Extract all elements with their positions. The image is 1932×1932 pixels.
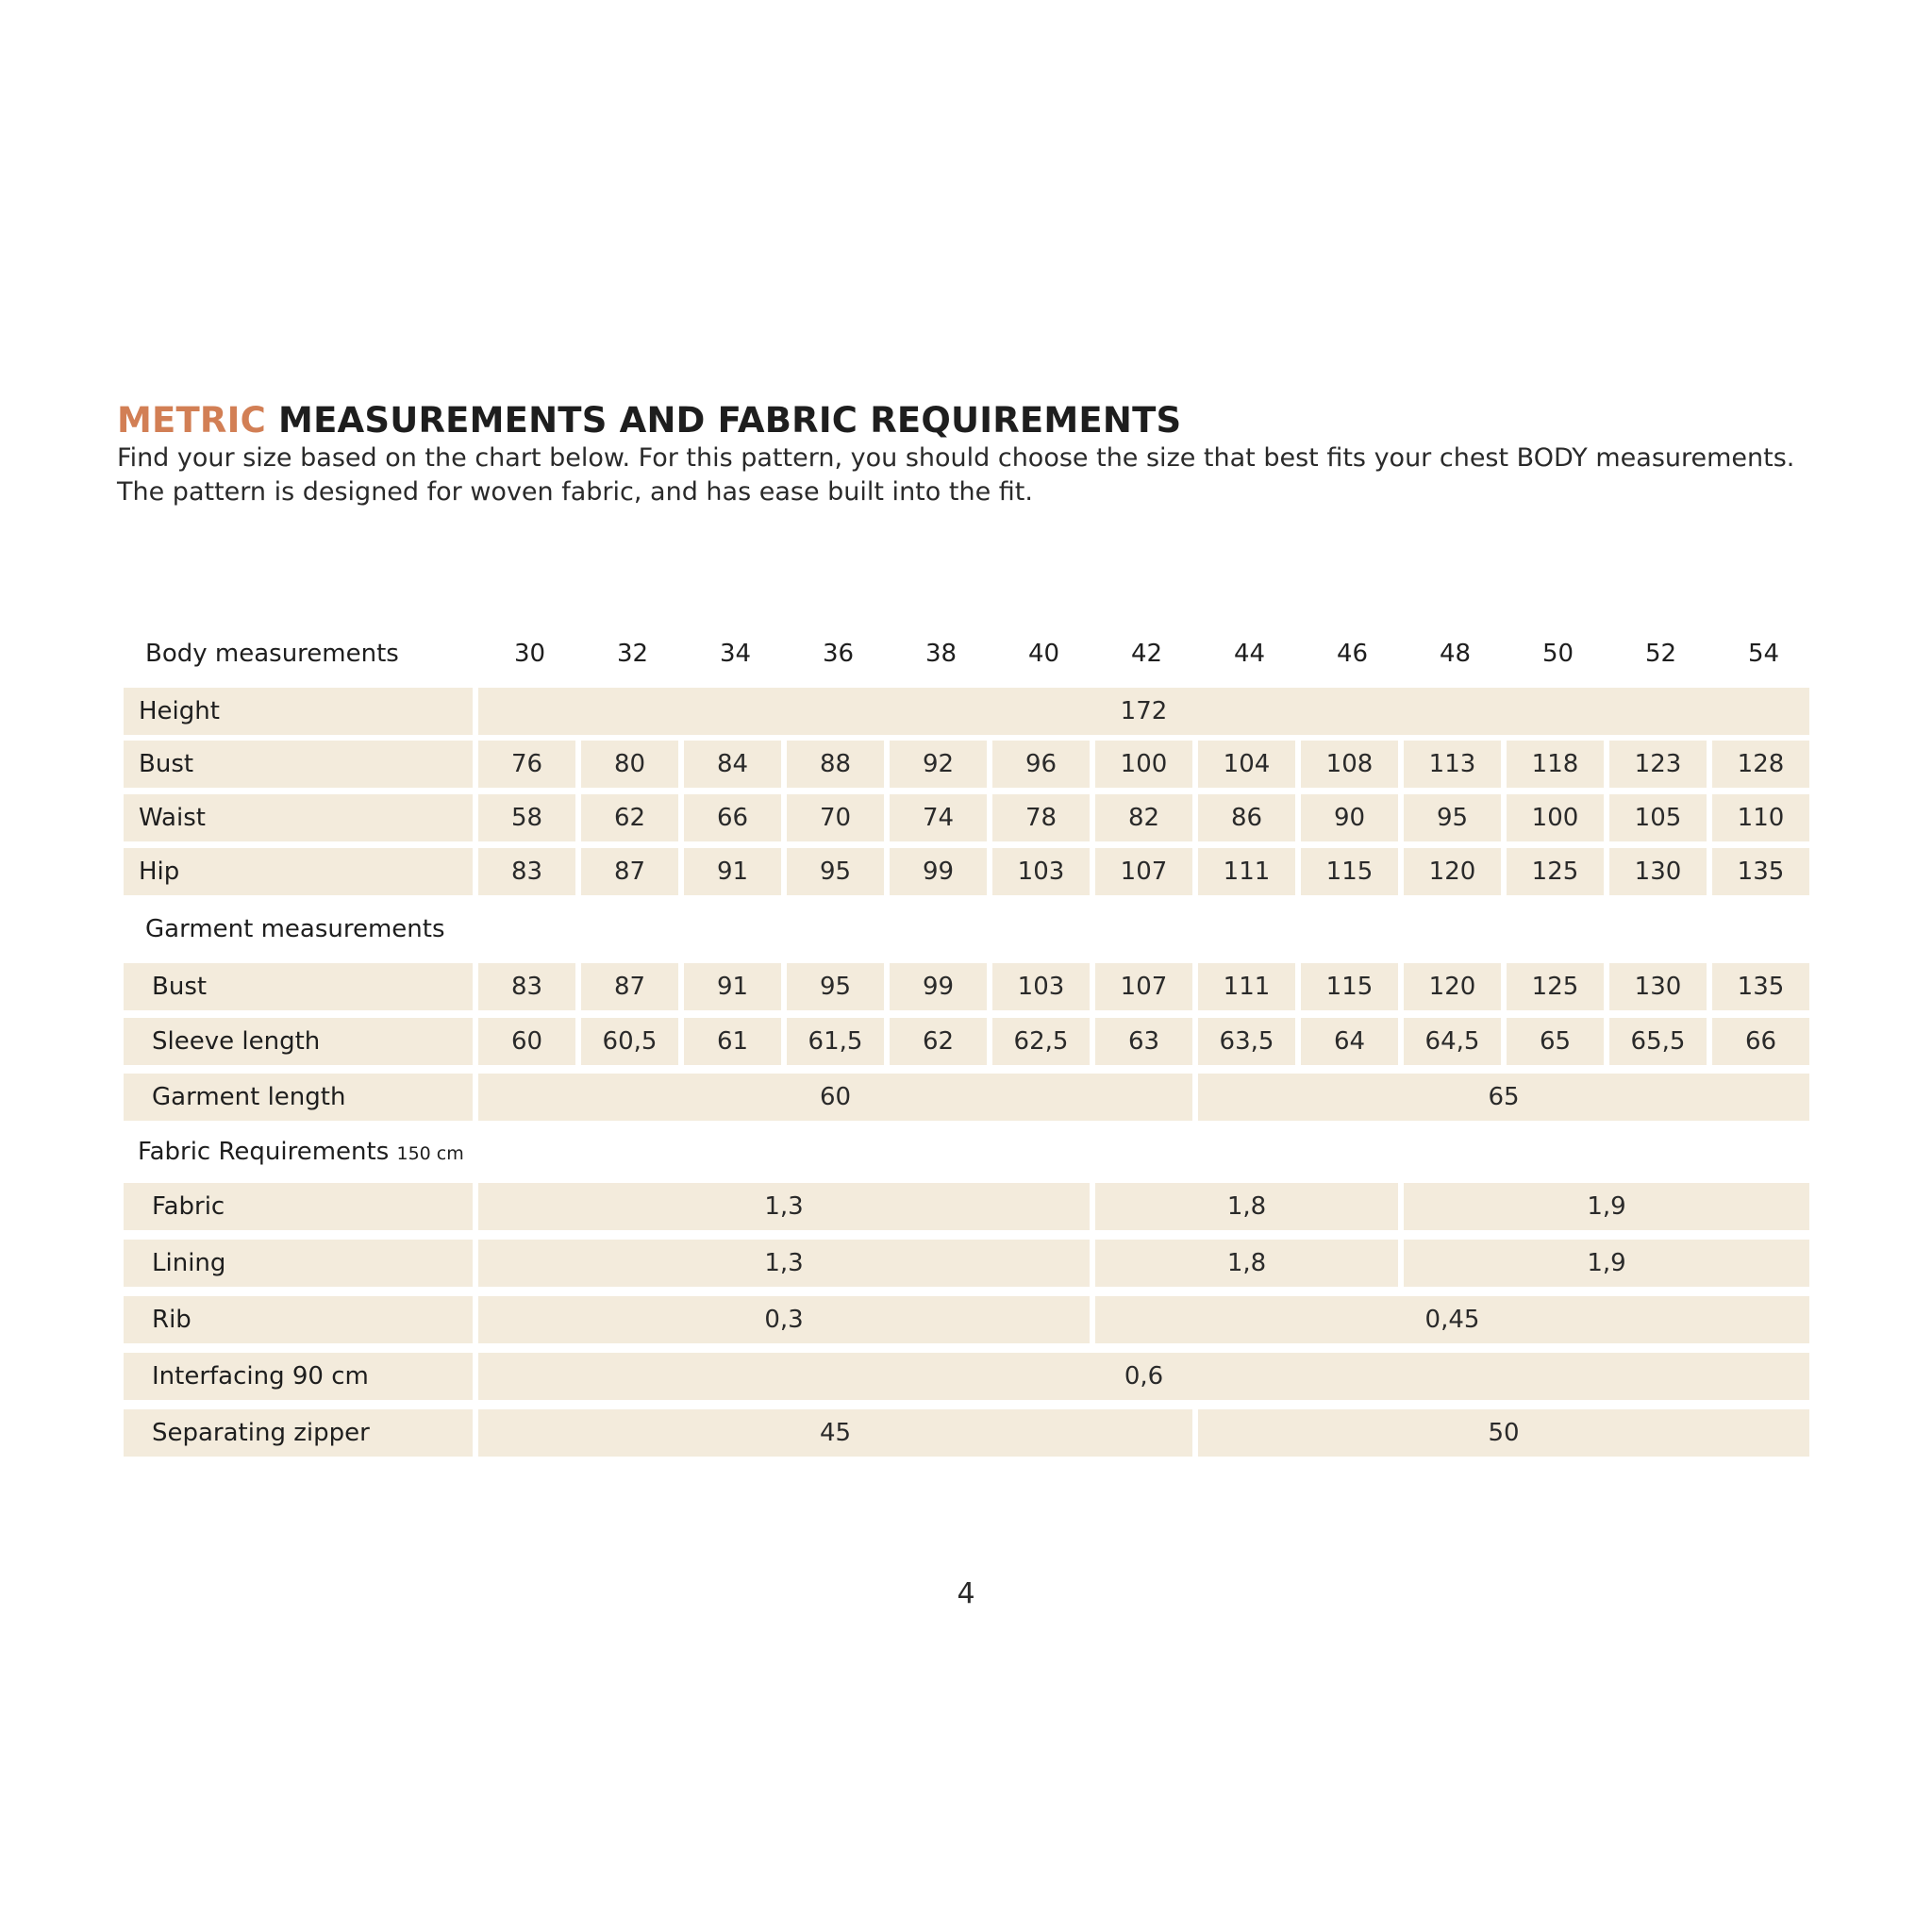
table-cell: 92 bbox=[890, 741, 987, 788]
row-label: Hip bbox=[124, 848, 473, 895]
table-cell: 83 bbox=[478, 848, 575, 895]
row-label: Lining bbox=[124, 1240, 473, 1287]
table-cell: 104 bbox=[1198, 741, 1295, 788]
table-cell: 80 bbox=[581, 741, 678, 788]
table-cell: 87 bbox=[581, 848, 678, 895]
table-cell: 63,5 bbox=[1198, 1018, 1295, 1065]
table-cell: 105 bbox=[1609, 794, 1707, 841]
table-cell: 120 bbox=[1404, 848, 1501, 895]
row-label: Rib bbox=[124, 1296, 473, 1343]
table-cell: 91 bbox=[684, 848, 781, 895]
table-cell: 123 bbox=[1609, 741, 1707, 788]
intro-line-1: Find your size based on the chart below. For this pattern, you should choose the size that best fits your chest BODY measurements. bbox=[117, 443, 1795, 473]
row-label: Bust bbox=[124, 741, 473, 788]
fabric-requirements-header bbox=[138, 1138, 464, 1166]
table-cell: 113 bbox=[1404, 741, 1501, 788]
table-cell: 63 bbox=[1095, 1018, 1192, 1065]
table-cell: 110 bbox=[1712, 794, 1809, 841]
table-cell: 87 bbox=[581, 963, 678, 1010]
size-header-cell: 54 bbox=[1747, 640, 1780, 668]
size-header-cell: 42 bbox=[1130, 640, 1163, 668]
table-cell: 82 bbox=[1095, 794, 1192, 841]
size-header-cell: 46 bbox=[1336, 640, 1369, 668]
table-cell: 103 bbox=[992, 848, 1090, 895]
size-header-cell: 34 bbox=[719, 640, 752, 668]
table-cell: 107 bbox=[1095, 963, 1192, 1010]
table-cell: 118 bbox=[1507, 741, 1604, 788]
size-header-cell: 44 bbox=[1233, 640, 1266, 668]
table-cell: 115 bbox=[1301, 963, 1398, 1010]
table-cell: 62 bbox=[890, 1018, 987, 1065]
title-rest: MEASUREMENTS AND FABRIC REQUIREMENTS bbox=[278, 400, 1182, 441]
fabric-width-note: 150 cm bbox=[396, 1143, 464, 1164]
table-cell: 91 bbox=[684, 963, 781, 1010]
table-cell: 0,3 bbox=[478, 1296, 1090, 1343]
table-cell: 0,45 bbox=[1095, 1296, 1809, 1343]
table-cell: 86 bbox=[1198, 794, 1295, 841]
table-cell: 103 bbox=[992, 963, 1090, 1010]
table-cell: 64,5 bbox=[1404, 1018, 1501, 1065]
table-cell: 95 bbox=[787, 848, 884, 895]
garment-measurements-header: Garment measurements bbox=[145, 915, 445, 943]
table-cell: 125 bbox=[1507, 848, 1604, 895]
table-cell: 1,3 bbox=[478, 1240, 1090, 1287]
table-cell: 172 bbox=[478, 688, 1809, 735]
size-header-cell: 36 bbox=[822, 640, 855, 668]
table-cell: 88 bbox=[787, 741, 884, 788]
table-cell: 1,3 bbox=[478, 1183, 1090, 1230]
table-cell: 62 bbox=[581, 794, 678, 841]
size-header-cell: 38 bbox=[924, 640, 958, 668]
table-cell: 100 bbox=[1095, 741, 1192, 788]
table-cell: 70 bbox=[787, 794, 884, 841]
row-label: Waist bbox=[124, 794, 473, 841]
table-cell: 130 bbox=[1609, 963, 1707, 1010]
row-label: Separating zipper bbox=[124, 1409, 473, 1457]
size-header-cell: 30 bbox=[513, 640, 546, 668]
table-cell: 45 bbox=[478, 1409, 1192, 1457]
table-cell: 130 bbox=[1609, 848, 1707, 895]
table-cell: 66 bbox=[1712, 1018, 1809, 1065]
fabric-requirements-title: Fabric Requirements bbox=[138, 1138, 390, 1166]
table-cell: 108 bbox=[1301, 741, 1398, 788]
table-cell: 61,5 bbox=[787, 1018, 884, 1065]
row-label: Interfacing 90 cm bbox=[124, 1353, 473, 1400]
table-cell: 1,9 bbox=[1404, 1183, 1809, 1230]
size-header-cell: 48 bbox=[1439, 640, 1472, 668]
table-cell: 90 bbox=[1301, 794, 1398, 841]
table-cell: 78 bbox=[992, 794, 1090, 841]
table-cell: 84 bbox=[684, 741, 781, 788]
table-cell: 128 bbox=[1712, 741, 1809, 788]
size-header-cell: 32 bbox=[616, 640, 649, 668]
table-cell: 96 bbox=[992, 741, 1090, 788]
table-cell: 60,5 bbox=[581, 1018, 678, 1065]
title-accent: METRIC bbox=[117, 400, 266, 441]
table-cell: 95 bbox=[1404, 794, 1501, 841]
row-label: Garment length bbox=[124, 1074, 473, 1121]
table-cell: 115 bbox=[1301, 848, 1398, 895]
table-cell: 1,9 bbox=[1404, 1240, 1809, 1287]
row-label: Bust bbox=[124, 963, 473, 1010]
size-header-cell: 40 bbox=[1027, 640, 1060, 668]
table-cell: 66 bbox=[684, 794, 781, 841]
size-header-cell: 50 bbox=[1541, 640, 1574, 668]
table-cell: 111 bbox=[1198, 963, 1295, 1010]
body-measurements-header: Body measurements bbox=[145, 640, 399, 668]
table-cell: 60 bbox=[478, 1074, 1192, 1121]
intro-line-2: The pattern is designed for woven fabric, and has ease built into the fit. bbox=[117, 477, 1033, 507]
table-cell: 107 bbox=[1095, 848, 1192, 895]
table-cell: 50 bbox=[1198, 1409, 1809, 1457]
table-cell: 1,8 bbox=[1095, 1183, 1398, 1230]
table-cell: 64 bbox=[1301, 1018, 1398, 1065]
table-cell: 125 bbox=[1507, 963, 1604, 1010]
table-cell: 62,5 bbox=[992, 1018, 1090, 1065]
table-cell: 99 bbox=[890, 963, 987, 1010]
table-cell: 95 bbox=[787, 963, 884, 1010]
table-cell: 58 bbox=[478, 794, 575, 841]
table-cell: 74 bbox=[890, 794, 987, 841]
table-cell: 100 bbox=[1507, 794, 1604, 841]
page-number: 4 bbox=[957, 1577, 975, 1610]
table-cell: 111 bbox=[1198, 848, 1295, 895]
table-cell: 60 bbox=[478, 1018, 575, 1065]
row-label: Sleeve length bbox=[124, 1018, 473, 1065]
page-title bbox=[117, 400, 1181, 441]
intro-text bbox=[117, 441, 1794, 509]
table-cell: 65 bbox=[1507, 1018, 1604, 1065]
row-label: Fabric bbox=[124, 1183, 473, 1230]
table-cell: 76 bbox=[478, 741, 575, 788]
table-cell: 0,6 bbox=[478, 1353, 1809, 1400]
table-cell: 1,8 bbox=[1095, 1240, 1398, 1287]
table-cell: 135 bbox=[1712, 963, 1809, 1010]
table-cell: 65 bbox=[1198, 1074, 1809, 1121]
table-cell: 83 bbox=[478, 963, 575, 1010]
table-cell: 65,5 bbox=[1609, 1018, 1707, 1065]
table-cell: 120 bbox=[1404, 963, 1501, 1010]
table-cell: 99 bbox=[890, 848, 987, 895]
table-cell: 135 bbox=[1712, 848, 1809, 895]
table-cell: 61 bbox=[684, 1018, 781, 1065]
size-header-cell: 52 bbox=[1644, 640, 1677, 668]
row-label: Height bbox=[124, 688, 473, 735]
